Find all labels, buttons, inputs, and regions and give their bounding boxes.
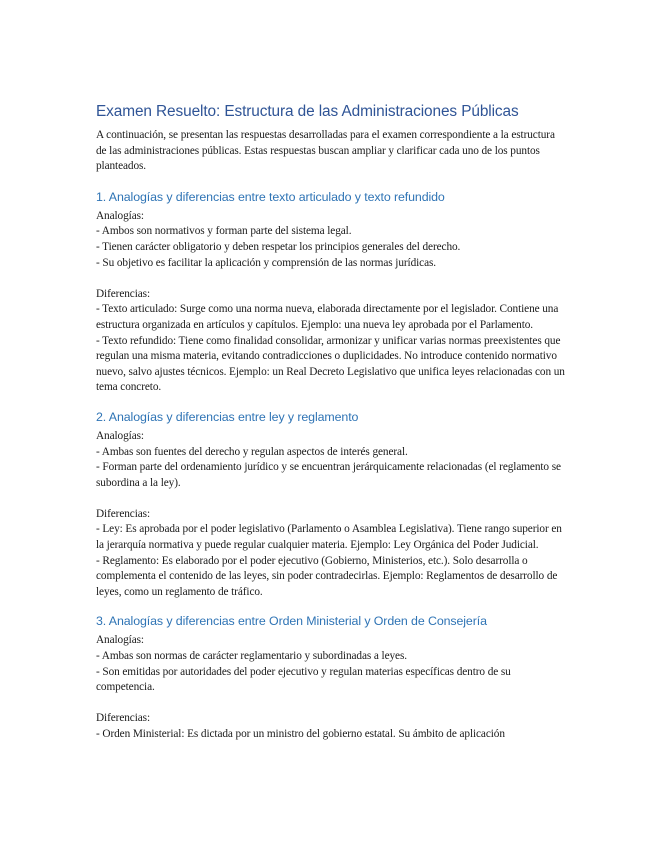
section-2 [96, 407, 566, 601]
list-item: - Ambos son normativos y forman parte del sistema legal. [96, 225, 352, 238]
spacer [96, 491, 566, 507]
list-item: - Texto refundido: Tiene como finalidad consolidar, armonizar y unificar varias normas preexistentes que regulan una misma materia, evitando contradicciones o duplicidades. No introduce contenido normativo nuevo, salvo ajustes técnicos. Ejemplo: un Real Decreto Legislativo que unifica leyes relacionadas con un tema concreto. [96, 334, 565, 394]
spacer [96, 696, 566, 712]
intro-paragraph: A continuación, se presentan las respuestas desarrolladas para el examen correspondiente a la estructura de las administraciones públicas. Estas respuestas buscan ampliar y clarificar cada uno de los puntos planteados. [96, 129, 555, 173]
analogias-label: Analogías: [96, 634, 144, 647]
list-item: - Texto articulado: Surge como una norma nueva, elaborada directamente por el legislador. Contiene una estructura organizada en artículos y capítulos. Ejemplo: una nueva ley aprobada por el Parlamento. [96, 303, 559, 331]
list-item: - Ambas son normas de carácter reglamentario y subordinadas a leyes. [96, 650, 407, 663]
diferencias-label: Diferencias: [96, 287, 150, 300]
section-heading: 3. Analogías y diferencias entre Orden Ministerial y Orden de Consejería [96, 614, 487, 629]
list-item: - Su objetivo es facilitar la aplicación y comprensión de las normas jurídicas. [96, 256, 437, 269]
analogias-label: Analogías: [96, 209, 144, 222]
list-item: - Son emitidas por autoridades del poder ejecutivo y regulan materias específicas dentro de su competencia. [96, 665, 511, 694]
list-item: - Ambas son fuentes del derecho y regulan aspectos de interés general. [96, 445, 408, 458]
analogias-label: Analogías: [96, 429, 144, 442]
section-3 [96, 611, 566, 742]
list-item: - Ley: Es aprobada por el poder legislativo (Parlamento o Asamblea Legislativa). Tiene rango superior en la jerarquía normativa y puede regular cualquier materia. Ejemplo: Ley Orgánica del Poder Judicial. [96, 523, 562, 552]
list-item: - Tienen carácter obligatorio y deben respetar los principios generales del derecho. [96, 240, 461, 253]
section-heading: 1. Analogías y diferencias entre texto articulado y texto refundido [96, 189, 445, 204]
document-content [96, 102, 566, 754]
list-item: - Orden Ministerial: Es dictada por un ministro del gobierno estatal. Su ámbito de aplicación [96, 728, 505, 740]
list-item: - Forman parte del ordenamiento jurídico y se encuentran jerárquicamente relacionadas (el reglamento se subordina a la ley). [96, 461, 561, 489]
list-item: - Reglamento: Es elaborado por el poder ejecutivo (Gobierno, Ministerios, etc.). Solo desarrolla o complementa el contenido de las leyes, sin poder contradecirlas. Ejemplo: Reglamentos de desarrollo de leyes, como un reglamento de tráfico. [96, 554, 558, 598]
spacer [96, 271, 566, 287]
section-heading: 2. Analogías y diferencias entre ley y reglamento [96, 409, 359, 424]
diferencias-label: Diferencias: [96, 712, 150, 725]
document-title: Examen Resuelto: Estructura de las Administraciones Públicas [96, 103, 519, 120]
diferencias-label: Diferencias: [96, 507, 150, 520]
section-1 [96, 187, 566, 396]
